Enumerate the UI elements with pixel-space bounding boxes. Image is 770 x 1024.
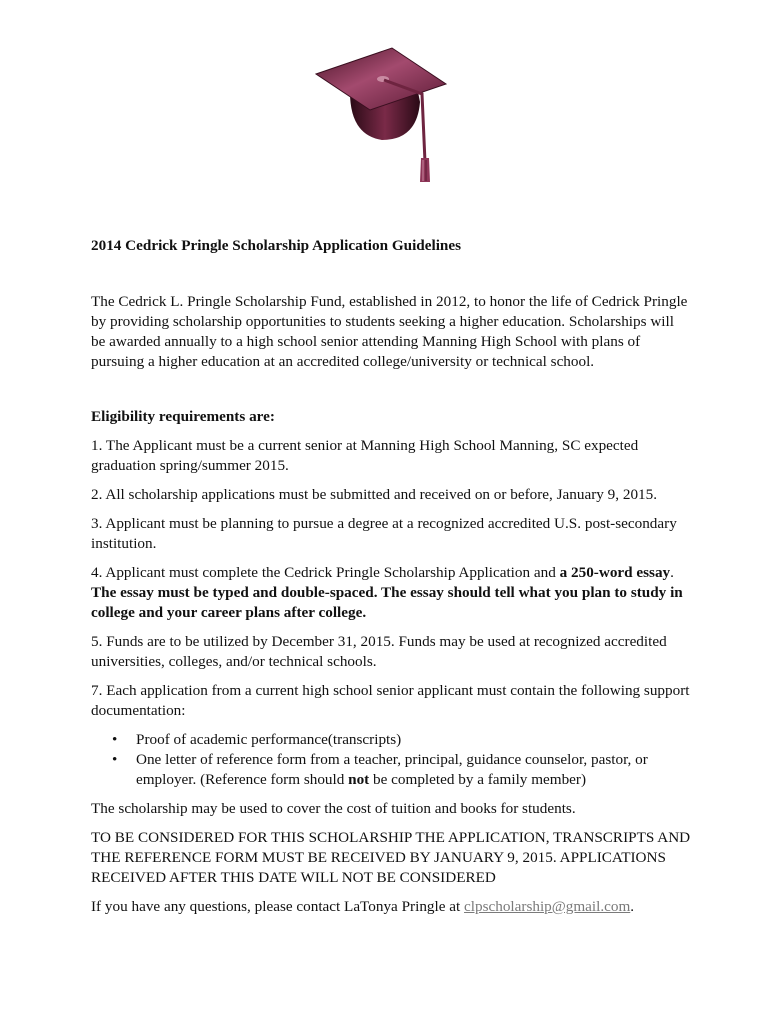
requirement-4-text: 4. Applicant must complete the Cedrick Pringle Scholarship Application and xyxy=(91,564,560,581)
graduation-cap-icon xyxy=(312,40,452,185)
list-item-emphasis: not xyxy=(348,771,370,788)
deadline-notice: TO BE CONSIDERED FOR THIS SCHOLARSHIP THE APPLICATION, TRANSCRIPTS AND THE REFERENCE FORM MUST BE RECEIVED BY JANUARY 9, 2015. APPLICATIONS RECEIVED AFTER THIS DATE WILL NOT BE CONSIDERED xyxy=(91,829,691,886)
usage-note: The scholarship may be used to cover the cost of tuition and books for students. xyxy=(91,800,576,817)
email-link[interactable]: clpscholarship@gmail.com xyxy=(464,898,631,915)
list-item xyxy=(91,730,691,750)
bullet-icon: • xyxy=(112,731,118,748)
list-item xyxy=(91,750,691,790)
document-title: 2014 Cedrick Pringle Scholarship Application Guidelines xyxy=(91,237,462,254)
intro-paragraph: The Cedrick L. Pringle Scholarship Fund, established in 2012, to honor the life of Cedrick Pringle by providing scholarship opportunities to students seeking a higher education. Scholarships will be awarded annually to a high school senior attending Manning High School with plans of pursuing a higher education at an accredited college/university or technical school. xyxy=(91,293,688,370)
requirement-4-period: . xyxy=(670,564,674,581)
requirement-3: 3. Applicant must be planning to pursue a degree at a recognized accredited U.S. post-secondary institution. xyxy=(91,515,677,552)
contact-text: If you have any questions, please contact LaTonya Pringle at xyxy=(91,898,465,915)
list-item-text-end: be completed by a family member) xyxy=(369,771,587,788)
requirement-4-essay-instructions: The essay must be typed and double-spaced. The essay should tell what you plan to study in college and your career plans after college. xyxy=(91,584,683,621)
document-body xyxy=(91,236,691,917)
requirement-4-essay: a 250-word essay xyxy=(559,564,671,581)
contact-line xyxy=(91,897,691,917)
requirement-5: 5. Funds are to be utilized by December 31, 2015. Funds may be used at recognized accredited universities, colleges, and/or technical schools. xyxy=(91,633,667,670)
requirement-2: 2. All scholarship applications must be submitted and received on or before, January 9, 2015. xyxy=(91,486,658,503)
requirement-7: 7. Each application from a current high school senior applicant must contain the following support documentation: xyxy=(91,682,690,719)
contact-suffix: . xyxy=(630,898,635,915)
requirement-1: 1. The Applicant must be a current senior at Manning High School Manning, SC expected graduation spring/summer 2015. xyxy=(91,437,639,474)
bullet-icon: • xyxy=(112,751,118,768)
list-item-text: Proof of academic performance(transcripts) xyxy=(136,731,402,748)
eligibility-heading: Eligibility requirements are: xyxy=(91,408,275,425)
requirement-4 xyxy=(91,563,691,623)
list-item-text: One letter of reference form from a teacher, principal, guidance counselor, pastor, or employer. (Reference form should xyxy=(136,751,648,788)
documentation-list xyxy=(91,730,691,790)
